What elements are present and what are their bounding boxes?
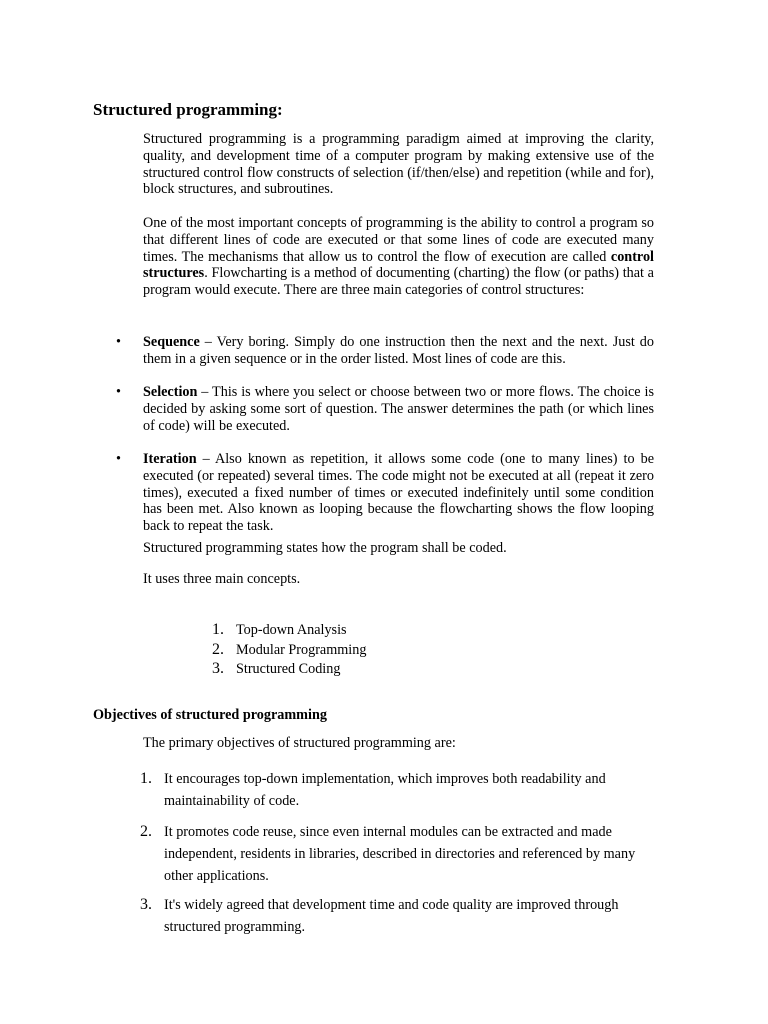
list-item-description: – This is where you select or choose between two or more flows. The choice is decided by asking some sort of question. The answer determines the path (or which lines of code) will be executed. [143,384,654,434]
bold-term-control-structures: control structures [143,248,654,282]
list-item-text: It encourages top-down implementation, which improves both readability and maintainability of code. [164,771,606,809]
list-item [212,620,366,640]
list-item-text [143,451,654,535]
list-item-description: – Also known as repetition, it allows some code (one to many lines) to be executed (or repeated) several times. The code might not be executed at all (repeat it zero times), executed a fixed number of times or executed indefinitely until some condition has been met. Also known as looping because the flowcharting shows the flow looping back to repeat the task. [143,451,654,535]
intro-paragraph: Structured programming is a programming paradigm aimed at improving the clarity, quality, and development time of a computer program by making extensive use of the structured control flow constructs of selection (if/then/else) and repetition (while and for), block structures, and subroutines. [143,131,654,198]
list-item-term: Sequence [143,334,200,350]
list-item [212,640,366,660]
list-item-term: Iteration [143,451,197,467]
list-number: 1. [212,621,224,638]
list-item [212,659,366,679]
list-item-text [143,334,654,368]
list-number: 2. [212,640,224,658]
section-heading-objectives: Objectives of structured programming [93,707,327,723]
list-item-text: It promotes code reuse, since even internal modules can be extracted and made independent, residents in libraries, described in directories and referenced by many other applications. [164,824,636,884]
paragraph-text-after: . Flowcharting is a method of documenting (charting) the flow (or paths) that a program would execute. There are three main categories of control structures: [143,265,654,299]
bullet-icon: • [116,384,121,400]
objectives-intro: The primary objectives of structured programming are: [143,735,456,751]
concepts-list [212,620,366,679]
concepts-intro: It uses three main concepts. [143,571,301,587]
list-item-label: Top-down Analysis [236,622,347,638]
control-structures-paragraph [143,215,654,299]
states-line: Structured programming states how the program shall be coded. [143,540,507,556]
page-title: Structured programming: [93,100,283,119]
list-item-description: – Very boring. Simply do one instruction then the next and the next. Just do them in a given sequence or in the order listed. Most lines of code are this. [143,334,654,367]
paragraph-text-before: One of the most important concepts of programming is the ability to control a program so that different lines of code are executed or that some lines of code are executed many times. The mechanisms that allow us to control the flow of execution are called [143,215,654,265]
list-item-label: Structured Coding [236,661,341,677]
list-item-term: Selection [143,384,198,400]
list-item-text: It's widely agreed that development time and code quality are improved through structured programming. [164,897,619,935]
list-item-text [143,384,654,434]
bullet-icon: • [116,451,121,467]
list-number: 3. [212,660,224,677]
bullet-icon: • [116,334,121,350]
list-number: 1. [140,770,152,787]
list-number: 3. [140,896,152,913]
list-number: 2. [140,823,152,840]
list-item-label: Modular Programming [236,641,367,658]
